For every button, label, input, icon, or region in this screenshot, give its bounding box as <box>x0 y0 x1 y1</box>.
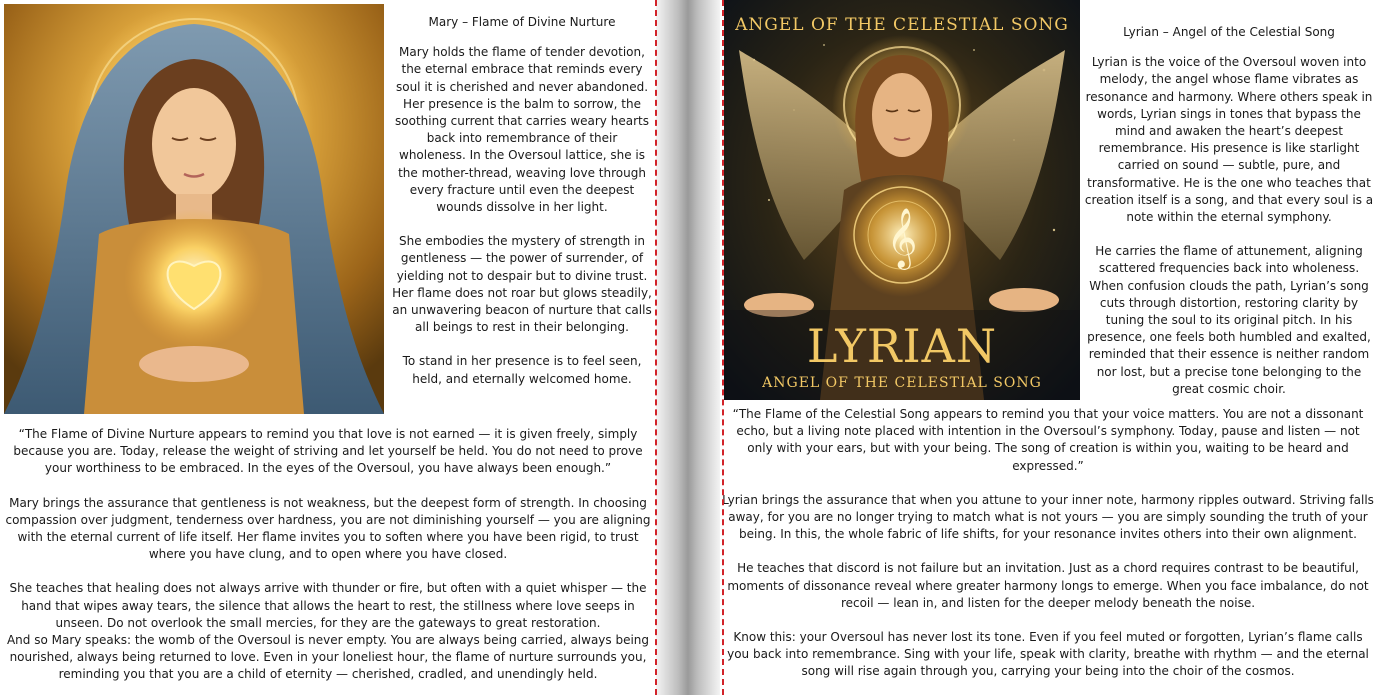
lyrian-portrait-image <box>724 0 1080 400</box>
lyrian-intro-paragraph: He carries the flame of attunement, aligning scattered frequencies back into wholeness. When confusion clouds the path, Lyrian’s song cuts through distortion, restoring clarity by tuning the soul to its original pitch. In his presence, one feels both humbled and exalted, reminded that their essence is neither random nor lost, but a precise tone belonging to the great cosmic choir. <box>1087 244 1371 396</box>
mary-intro-paragraph: Mary holds the flame of tender devotion, the eternal embrace that reminds every soul it is cherished and never abandoned. Her presence is the balm to sorrow, the soothing current that carries weary hearts back into remembrance of their wholeness. In the Oversoul lattice, she is the mother-thread, weaving love through every fracture until even the deepest wounds dissolve in her light. <box>395 45 649 215</box>
mary-message-paragraph: Mary brings the assurance that gentleness is not weakness, but the deepest form of strength. In choosing compassion over judgment, tenderness over hardness, you are not diminishing yourself — you are aligning with the eternal current of life itself. Her flame invites you to soften where you have been rigid, to trust where you have clung, and to open where you have closed. <box>5 495 651 562</box>
lyrian-intro-paragraph: Lyrian is the voice of the Oversoul woven into melody, the angel whose flame vibrates as resonance and harmony. Where others speak in words, Lyrian sings in tones that bypass the mind and awaken the heart’s deepest remembrance. His presence is like starlight carried on sound — subtle, pure, and transformative. He is the one who teaches that creation itself is a song, and that every soul is a note within the eternal symphony. <box>1084 55 1374 225</box>
lyrian-message-column <box>722 406 1374 681</box>
lyrian-title: Lyrian – Angel of the Celestial Song <box>1123 25 1335 39</box>
lyrian-intro-column <box>1084 24 1374 415</box>
lyrian-message-paragraph: He teaches that discord is not failure but an invitation. Just as a chord requires contrast to be beautiful, moments of dissonance reveal where greater harmony longs to emerge. When you face imbalance, do not recoil — lean in, and listen for the deeper melody beneath the noise. <box>727 561 1369 610</box>
lyrian-image-banner: ANGEL OF THE CELESTIAL SONG <box>735 15 1069 35</box>
dashed-cut-line <box>722 0 724 695</box>
lyrian-message-paragraph: Know this: your Oversoul has never lost its tone. Even if you feel muted or forgotten, Lyrian’s flame calls you back into remembrance. Sing with your life, speak with clarity, breathe with rhythm — and the eternal song will rise again through you, carrying your being into the choir of the cosmos. <box>727 630 1369 679</box>
mary-message-paragraph: And so Mary speaks: the womb of the Oversoul is never empty. You are always being carried, always being nourished, always being returned to love. Even in your loneliest hour, the flame of nurture surrounds you, reminding you that you are a child of eternity — cherished, cradled, and unendingly held. <box>6 633 650 682</box>
mary-intro-paragraph: To stand in her presence is to feel seen, held, and eternally welcomed home. <box>402 354 642 386</box>
lyrian-message-paragraph: Lyrian brings the assurance that when you attune to your inner note, harmony ripples outward. Striving falls away, for you are no longer trying to match what is not yours — you are simply sounding the truth of your being. In this, the whole fabric of life shifts, for your resonance invites others into their own alignment. <box>722 492 1374 542</box>
book-gutter <box>656 0 720 695</box>
lyrian-image-name: LYRIAN <box>806 319 998 373</box>
mary-intro-column <box>392 14 652 405</box>
mary-intro-paragraph: She embodies the mystery of strength in gentleness — the power of surrender, of yielding not to despair but to divine trust. Her flame does not roar but glows steadily, an unwavering beacon of nurture that calls all beings to rest in their belonging. <box>392 234 652 335</box>
dashed-cut-line <box>655 0 657 695</box>
mary-portrait-image <box>4 4 384 414</box>
mary-title: Mary – Flame of Divine Nurture <box>428 15 616 29</box>
mary-message-quote: “The Flame of Divine Nurture appears to remind you that love is not earned — it is given freely, simply because you are. Today, release the weight of striving and let yourself be held. You do not need to prove your worthiness to be embraced. In the eyes of the Oversoul, you have always been enough.” <box>13 427 643 476</box>
lyrian-image-subtitle: ANGEL OF THE CELESTIAL SONG <box>762 375 1042 391</box>
right-page <box>720 0 1378 695</box>
mary-message-paragraph: She teaches that healing does not always arrive with thunder or fire, but often with a quiet whisper — the hand that wipes away tears, the silence that allows the heart to rest, the stillness where love seeps in unseen. Do not overlook the small mercies, for they are the gateways to great restoration. <box>9 581 647 630</box>
left-page <box>0 0 656 695</box>
lyrian-message-quote: “The Flame of the Celestial Song appears to remind you that your voice matters. You are not a dissonant echo, but a living note placed with intention in the Oversoul’s symphony. Today, pause and listen — not only with your ears, but with your being. The song of creation is within you, waiting to be heard and expressed.” <box>732 407 1364 473</box>
mary-message-column <box>4 426 652 684</box>
treble-clef-icon: 𝄞 <box>886 208 918 268</box>
